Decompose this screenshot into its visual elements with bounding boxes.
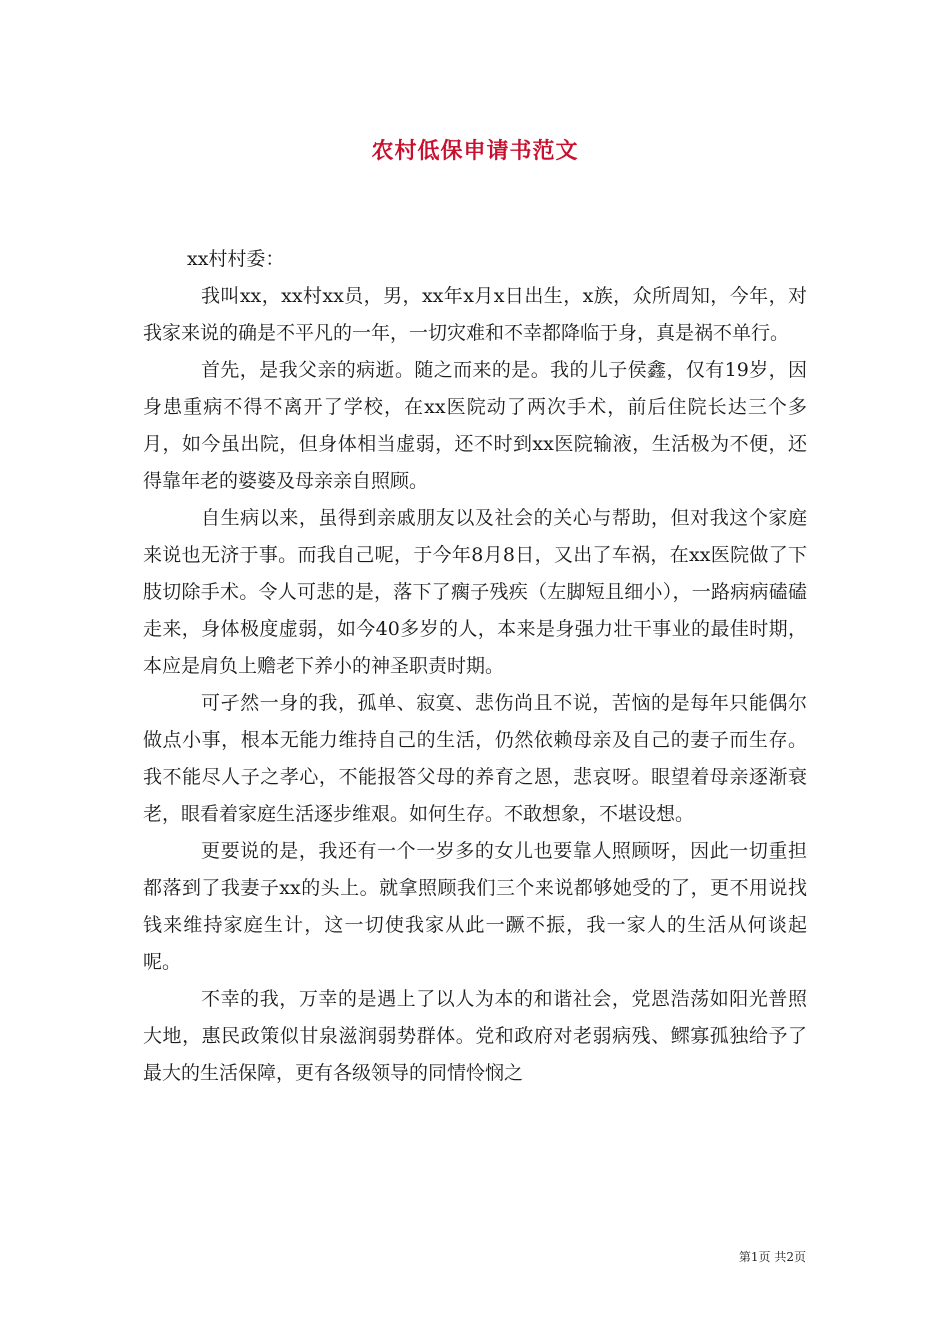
paragraph-hardship: 可孑然一身的我，孤单、寂寞、悲伤尚且不说，苦恼的是每年只能偶尔做点小事，根本无能力维持自己的生活，仍然依赖母亲及自己的妻子而生存。我不能尽人子之孝心，不能报答父母的养育之恩，悲哀呀。眼望着母亲逐渐衰老，眼看着家庭生活逐步维艰。如何生存。不敢想象，不堪设想。 xyxy=(143,692,807,825)
page-number: 第1页 共2页 xyxy=(738,1250,806,1264)
paragraph-accident: 自生病以来，虽得到亲戚朋友以及社会的关心与帮助，但对我这个家庭来说也无济于事。而我自己呢，于今年8月8日，又出了车祸，在xx医院做了下肢切除手术。令人可悲的是，落下了瘸子残疾（左脚短且细小），一路病病磕磕走来，身体极度虚弱，如今40多岁的人，本来是身强力壮干事业的最佳时期，本应是肩负上赡老下养小的神圣职责时期。 xyxy=(143,507,807,677)
paragraph-gratitude: 不幸的我，万幸的是遇上了以人为本的和谐社会，党恩浩荡如阳光普照大地，惠民政策似甘泉滋润弱势群体。党和政府对老弱病残、鳏寡孤独给予了最大的生活保障，更有各级领导的同情怜悯之 xyxy=(143,988,807,1084)
document-title: 农村低保申请书范文 xyxy=(371,138,579,164)
salutation: xx村村委： xyxy=(187,248,285,270)
paragraph-intro: 我叫xx，xx村xx员，男，xx年x月x日出生，x族，众所周知，今年，对我家来说的确是不平凡的一年，一切灾难和不幸都降临于身，真是祸不单行。 xyxy=(143,285,807,344)
paragraph-father-and-son: 首先，是我父亲的病逝。随之而来的是。我的儿子侯鑫，仅有19岁，因身患重病不得不离开了学校，在xx医院动了两次手术，前后住院长达三个多月，如今虽出院，但身体相当虚弱，还不时到xx医院输液，生活极为不便，还得靠年老的婆婆及母亲亲自照顾。 xyxy=(143,359,807,492)
document-body xyxy=(143,241,807,1092)
paragraph-daughter: 更要说的是，我还有一个一岁多的女儿也要靠人照顾呀，因此一切重担都落到了我妻子xx的头上。就拿照顾我们三个来说都够她受的了，更不用说找钱来维持家庭生计，这一切使我家从此一蹶不振，我一家人的生活从何谈起呢。 xyxy=(143,840,807,973)
